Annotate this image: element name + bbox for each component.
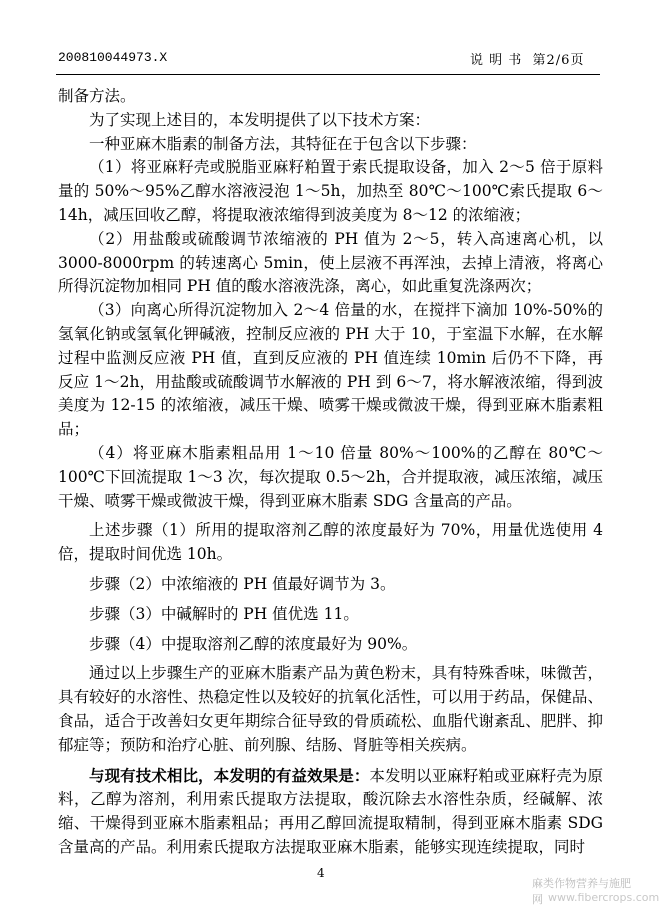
step-4: （4）将亚麻木脂素粗品用 1～10 倍量 80%～100%的乙醇在 80℃～100℃下回流提取 1～3 次，每次提取 0.5～2h，合并提取液，减压浓缩，减压干燥、喷雾干燥或微波干燥，得到亚麻木脂素 SDG 含量高的产品。 — [58, 443, 603, 510]
benefits-text: 本发明以亚麻籽粕或亚麻籽壳为原料，乙醇为溶剂，利用索氏提取方法提取，酸沉除去水溶性杂质，经碱解、浓缩、干燥得到亚麻木脂素粗品；再用乙醇回流提取精制，得到亚麻木脂素 SDG 含量高的产品。利用索氏提取方法提取亚麻木脂素，能够实现连续提取，同时 — [58, 766, 603, 856]
header-section-page — [470, 49, 584, 68]
document-number: 200810044973.X — [58, 50, 168, 65]
document-body — [58, 85, 603, 860]
header-section: 说 明 书 — [470, 53, 523, 68]
header-rule — [56, 74, 600, 75]
step-3: （3）向离心所得沉淀物加入 2～4 倍量的水，在搅拌下滴加 10%-50%的氢氧化钠或氢氧化钾碱液，控制反应液的 PH 大于 10，于室温下水解，在水解过程中监测反应液 PH 值，直到反应液的 PH 值连续 10min 后仍不下降，再反应 1～2h，用盐酸或硫酸调节水解液的 PH 到 6～7，将水解液浓缩，得到波美度为 12-15 的浓缩液，减压干燥、喷雾干燥或微波干燥，得到亚麻木脂素粗品； — [58, 301, 603, 439]
paragraph-preferred-step3: 步骤（3）中碱解时的 PH 值优选 11。 — [89, 604, 359, 623]
paragraph-2: 为了实现上述目的，本发明提供了以下技术方案： — [89, 110, 431, 129]
step-1: （1）将亚麻籽壳或脱脂亚麻籽粕置于索氏提取设备，加入 2～5 倍于原料量的 50%～95%乙醇水溶液浸泡 1～5h，加热至 80℃～100℃索氏提取 6～14h，减压回收乙醇，将提取液浓缩得到波美度为 8～12 的浓缩液； — [58, 158, 603, 224]
benefits-heading: 与现有技术相比，本发明的有益效果是： — [89, 765, 370, 785]
step-2: （2）用盐酸或硫酸调节浓缩液的 PH 值为 2～5，转入高速离心机，以 3000-8000rpm 的转速离心 5min，使上层液不再浑浊，去掉上清液，将离心所得沉淀物加相同 PH 值的酸水溶液洗涤，离心，如此重复洗涤两次； — [58, 229, 603, 296]
paragraph-preferred-step2: 步骤（2）中浓缩液的 PH 值最好调节为 3。 — [89, 574, 396, 593]
paragraph-product: 通过以上步骤生产的亚麻木脂素产品为黄色粉末，具有特殊香味，味微苦，具有较好的水溶性、热稳定性以及较好的抗氧化活性，可以用于药品，保健品、食品，适合于改善妇女更年期综合征导致的骨质疏松、血脂代谢紊乱、肥胖、抑郁症等；预防和治疗心脏、前列腺、结肠、肾脏等相关疾病。 — [58, 664, 603, 754]
paragraph-preferred-step4: 步骤（4）中提取溶剂乙醇的浓度最好为 90%。 — [89, 634, 418, 653]
watermark-url: www.fibercrops.com — [548, 891, 659, 904]
watermark-text: 麻类作物营养与施肥网 — [532, 877, 631, 906]
paragraph-1: 制备方法。 — [58, 87, 136, 105]
paragraph-3: 一种亚麻木脂素的制备方法，其特征在于包含以下步骤： — [89, 134, 477, 153]
paragraph-benefits — [58, 764, 603, 860]
header-page-of: 第2/6页 — [532, 53, 585, 68]
page-number: 4 — [317, 866, 325, 880]
paragraph-preferred-step1: 上述步骤（1）所用的提取溶剂乙醇的浓度最好为 70%，用量优选使用 4 倍，提取时间优选 10h。 — [58, 521, 603, 564]
